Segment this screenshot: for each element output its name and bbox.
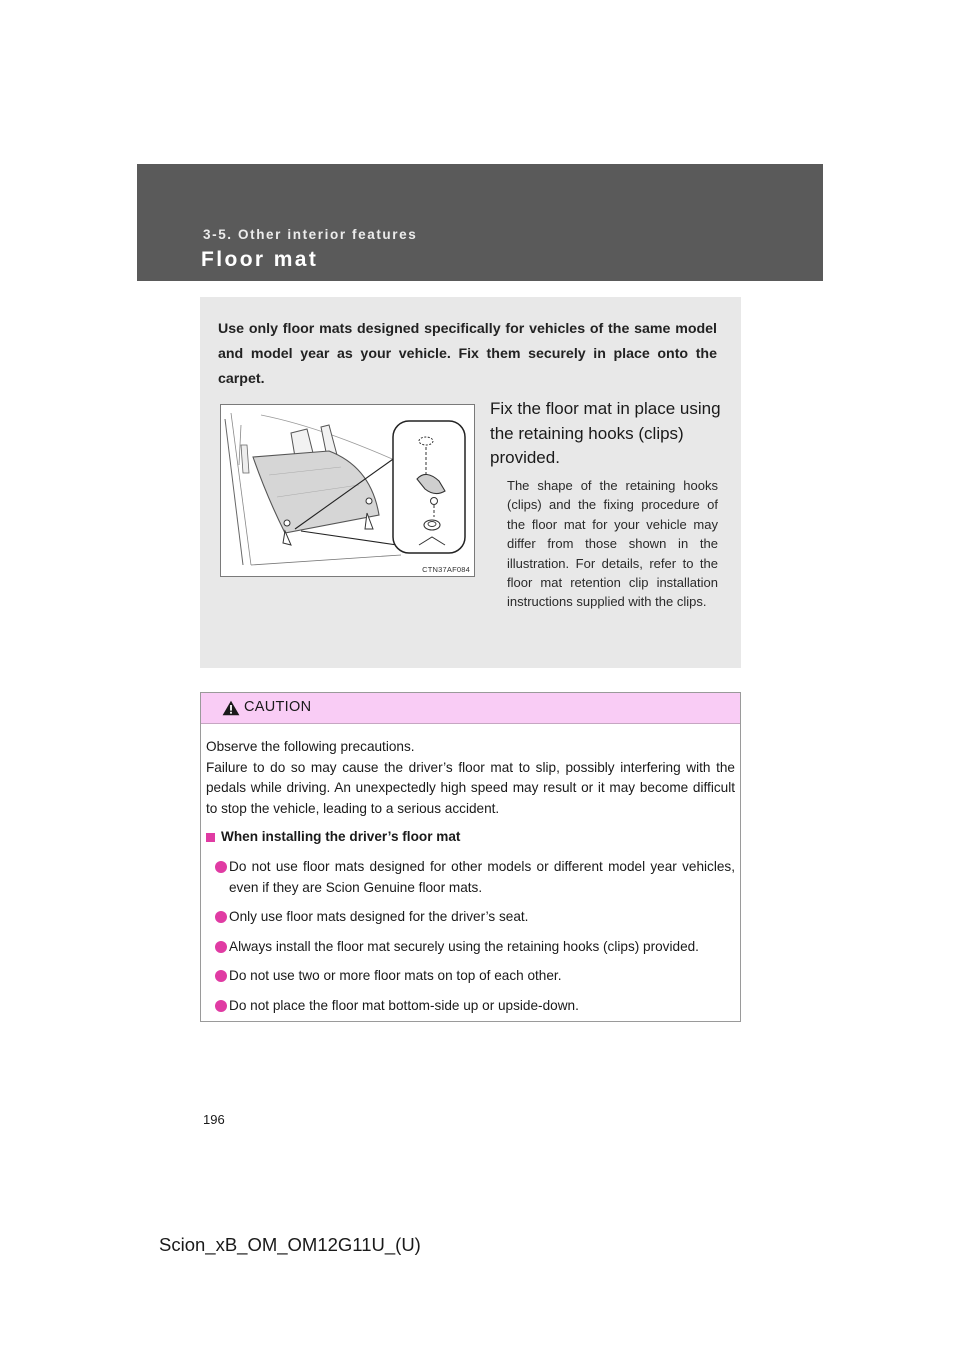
intro-text: Use only floor mats designed specifically for vehicles of the same model and model year as your vehicle. Fix them securely in place onto the carpet. bbox=[218, 321, 717, 387]
caution-item bbox=[206, 857, 735, 898]
circle-bullet-icon bbox=[215, 861, 227, 873]
caution-heading-text: When installing the driver’s floor mat bbox=[221, 829, 461, 845]
square-bullet-icon bbox=[206, 833, 215, 842]
caution-item-text: Do not place the floor mat bottom-side up or upside-down. bbox=[229, 997, 579, 1013]
circle-bullet-icon bbox=[215, 941, 227, 953]
caution-body bbox=[206, 737, 735, 1017]
circle-bullet-icon bbox=[215, 911, 227, 923]
illustration-code: CTN37AF084 bbox=[422, 565, 470, 574]
caution-intro: Observe the following precautions. bbox=[206, 739, 415, 754]
caution-description: Failure to do so may cause the driver’s floor mat to slip, possibly interfering with the pedals while driving. An unexpectedly high speed may result or it may become difficult to stop the vehicle, leading to a serious accident. bbox=[206, 759, 735, 816]
caution-item-text: Do not use floor mats designed for other models or different model year vehicles, even if they are Scion Genuine floor mats. bbox=[229, 858, 735, 895]
caution-item bbox=[206, 907, 735, 928]
caution-item bbox=[206, 996, 735, 1017]
page-number: 196 bbox=[203, 1112, 225, 1127]
floor-mat-drawing bbox=[221, 405, 474, 576]
caution-item-text: Do not use two or more floor mats on top of each other. bbox=[229, 968, 562, 984]
circle-bullet-icon bbox=[215, 970, 227, 982]
intro-panel bbox=[200, 297, 741, 668]
caution-header bbox=[201, 693, 740, 724]
caution-item bbox=[206, 937, 735, 958]
caution-box bbox=[200, 692, 741, 1022]
chapter-header bbox=[137, 164, 823, 281]
floor-mat-illustration bbox=[220, 404, 475, 577]
caution-item bbox=[206, 966, 735, 987]
warning-triangle-icon bbox=[222, 700, 240, 716]
caution-heading bbox=[206, 827, 735, 848]
circle-bullet-icon bbox=[215, 1000, 227, 1012]
step-note: The shape of the retaining hooks (clips) and the fixing procedure of the floor mat for your vehicle may differ from those shown in the illustration. For details, refer to the floor mat retention clip installation instructions supplied with the clips. bbox=[507, 478, 718, 610]
step-text: Fix the floor mat in place using the retaining hooks (clips) provided. bbox=[490, 399, 721, 467]
page-title: Floor mat bbox=[201, 248, 319, 271]
caution-title: CAUTION bbox=[244, 699, 312, 715]
caution-item-text: Only use floor mats designed for the driver’s seat. bbox=[229, 909, 529, 925]
caution-item-text: Always install the floor mat securely using the retaining hooks (clips) provided. bbox=[229, 938, 699, 954]
document-id: Scion_xB_OM_OM12G11U_(U) bbox=[159, 1234, 421, 1255]
section-label: 3-5. Other interior features bbox=[203, 227, 418, 242]
